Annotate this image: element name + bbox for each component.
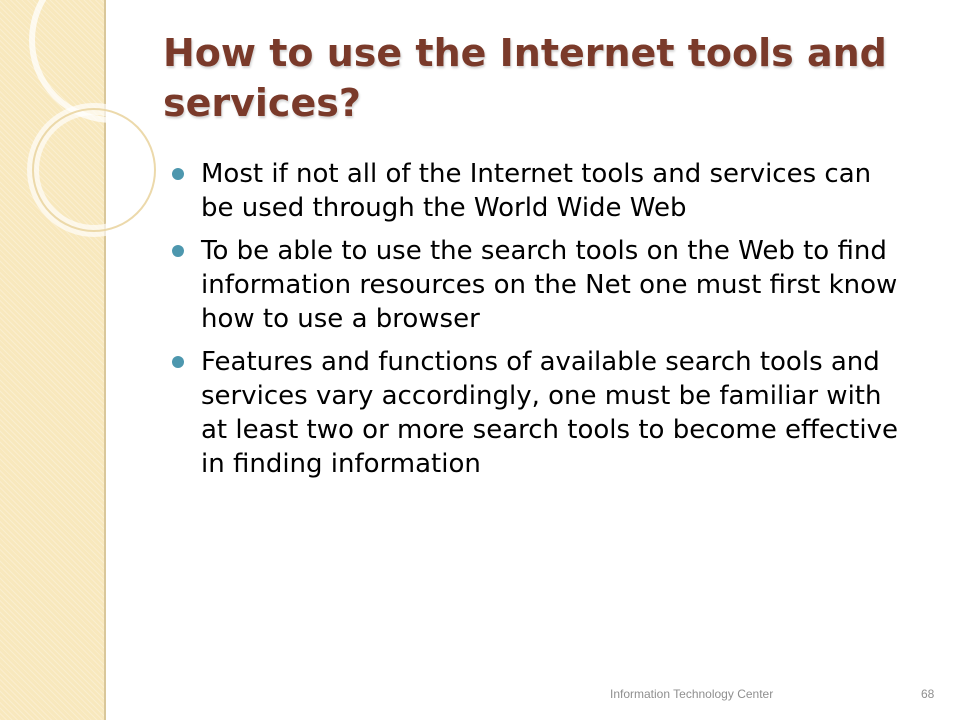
bullet-dot-icon xyxy=(172,168,184,180)
decorative-ring-inner-outline xyxy=(33,109,155,231)
page-number: 68 xyxy=(921,687,935,701)
decorative-rings xyxy=(0,0,180,260)
decorative-ring-outer xyxy=(32,0,180,120)
bullet-text: Most if not all of the Internet tools and services can be used through the World Wide Web xyxy=(201,159,872,223)
bullet-text: Features and functions of available search tools and services vary accordingly, one must be familiar with at least two or more search tools to become effective in finding information xyxy=(201,347,898,479)
bullet-list xyxy=(170,157,910,490)
footer-text: Information Technology Center xyxy=(610,687,774,701)
slide-title: How to use the Internet tools and services? xyxy=(163,31,887,126)
bullet-item xyxy=(170,234,910,336)
bullet-dot-icon xyxy=(172,356,184,368)
bullet-item xyxy=(170,157,910,225)
bullet-dot-icon xyxy=(172,245,184,257)
bullet-text: To be able to use the search tools on the Web to find information resources on the Net one must first know how to use a browser xyxy=(201,236,898,334)
bullet-item xyxy=(170,345,910,481)
